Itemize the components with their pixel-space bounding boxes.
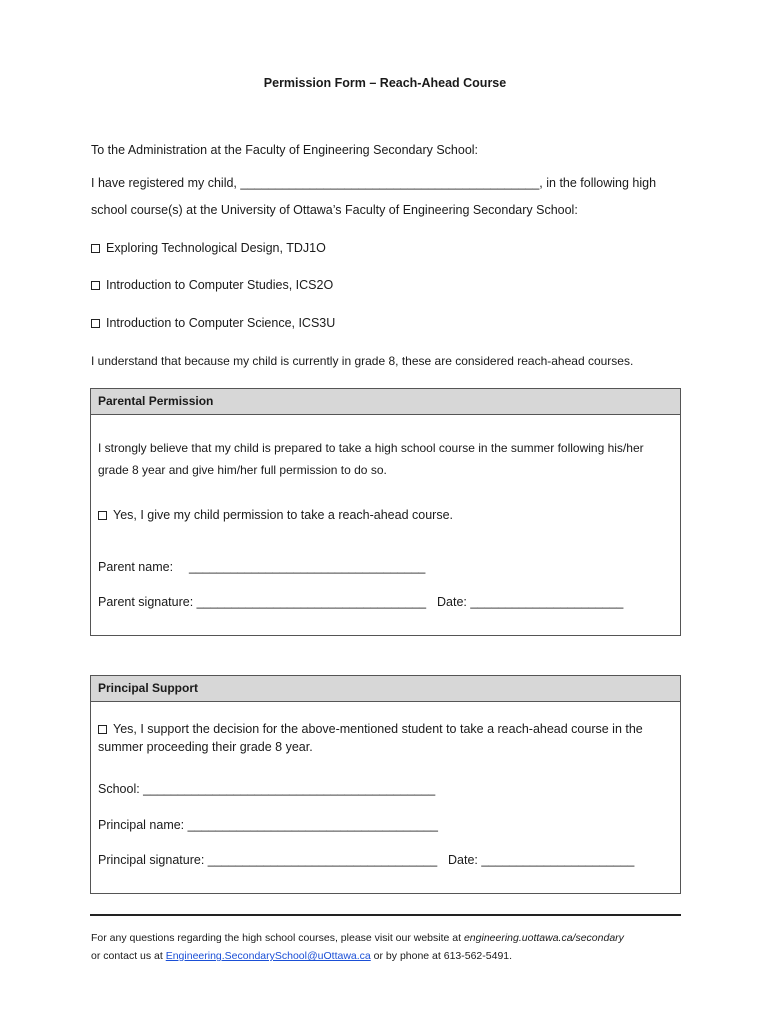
footer-line1 (91, 932, 624, 944)
parent-signature-field[interactable]: Parent signature: _________________________________ (98, 595, 427, 609)
footer-text: or by phone at 613-562-5491. (370, 950, 513, 962)
consent-label: Yes, I give my child permission to take a reach-ahead course. (113, 508, 453, 522)
checkbox-icon[interactable] (91, 319, 100, 328)
parent-name-field[interactable]: __________________________________ (189, 560, 426, 574)
principal-date-field[interactable]: Date: ______________________ (448, 853, 635, 867)
belief-statement-line1: I strongly believe that my child is prepared to take a high school course in the summer following his/her (98, 441, 644, 455)
page-title: Permission Form – Reach-Ahead Course (263, 76, 507, 90)
belief-statement-line2: grade 8 year and give him/her full permission to do so. (98, 463, 387, 477)
checkbox-icon[interactable] (98, 725, 107, 734)
course-label: Exploring Technological Design, TDJ1O (106, 241, 326, 255)
footer-divider (90, 914, 681, 916)
grade-note: I understand that because my child is currently in grade 8, these are considered reach-ahead courses. (91, 354, 634, 368)
school-field[interactable]: School: __________________________________________ (98, 782, 436, 796)
principal-support-section (90, 675, 681, 894)
course-label: Introduction to Computer Studies, ICS2O (106, 278, 334, 292)
footer-text: For any questions regarding the high school courses, please visit our website at (91, 932, 464, 944)
email-link[interactable]: Engineering.SecondarySchool@uOttawa.ca (165, 950, 371, 962)
addressee-text: To the Administration at the Faculty of Engineering Secondary School: (91, 143, 479, 157)
parent-consent-option[interactable] (98, 508, 453, 522)
principal-support-header (91, 676, 680, 702)
support-label-line2: summer proceeding their grade 8 year. (98, 740, 313, 754)
course-option-tdj1o[interactable] (91, 241, 326, 255)
parental-permission-section (90, 388, 681, 636)
parent-name-label: Parent name: (98, 560, 174, 574)
footer-line2 (91, 950, 512, 962)
checkbox-icon[interactable] (91, 244, 100, 253)
course-label: Introduction to Computer Science, ICS3U (106, 316, 336, 330)
footer-text: or contact us at (91, 950, 166, 962)
section-heading: Parental Permission (98, 394, 214, 408)
website-link[interactable]: engineering.uottawa.ca/secondary (463, 932, 624, 944)
checkbox-icon[interactable] (98, 511, 107, 520)
parental-permission-header (91, 389, 680, 415)
registered-school-text: school course(s) at the University of Ottawa’s Faculty of Engineering Secondary School: (91, 203, 578, 217)
principal-signature-field[interactable]: Principal signature: _________________________________ (98, 853, 438, 867)
registered-child-text: I have registered my child, ___________________________________________, in the following high (91, 176, 657, 190)
support-label: Yes, I support the decision for the above-mentioned student to take a reach-ahead course in the (113, 722, 643, 736)
section-heading: Principal Support (98, 681, 199, 695)
parent-date-field[interactable]: Date: ______________________ (437, 595, 624, 609)
course-option-ics3u[interactable] (91, 316, 335, 330)
principal-name-field[interactable]: Principal name: ____________________________________ (98, 818, 438, 832)
principal-support-option[interactable] (98, 722, 643, 736)
checkbox-icon[interactable] (91, 281, 100, 290)
course-option-ics2o[interactable] (91, 278, 333, 292)
